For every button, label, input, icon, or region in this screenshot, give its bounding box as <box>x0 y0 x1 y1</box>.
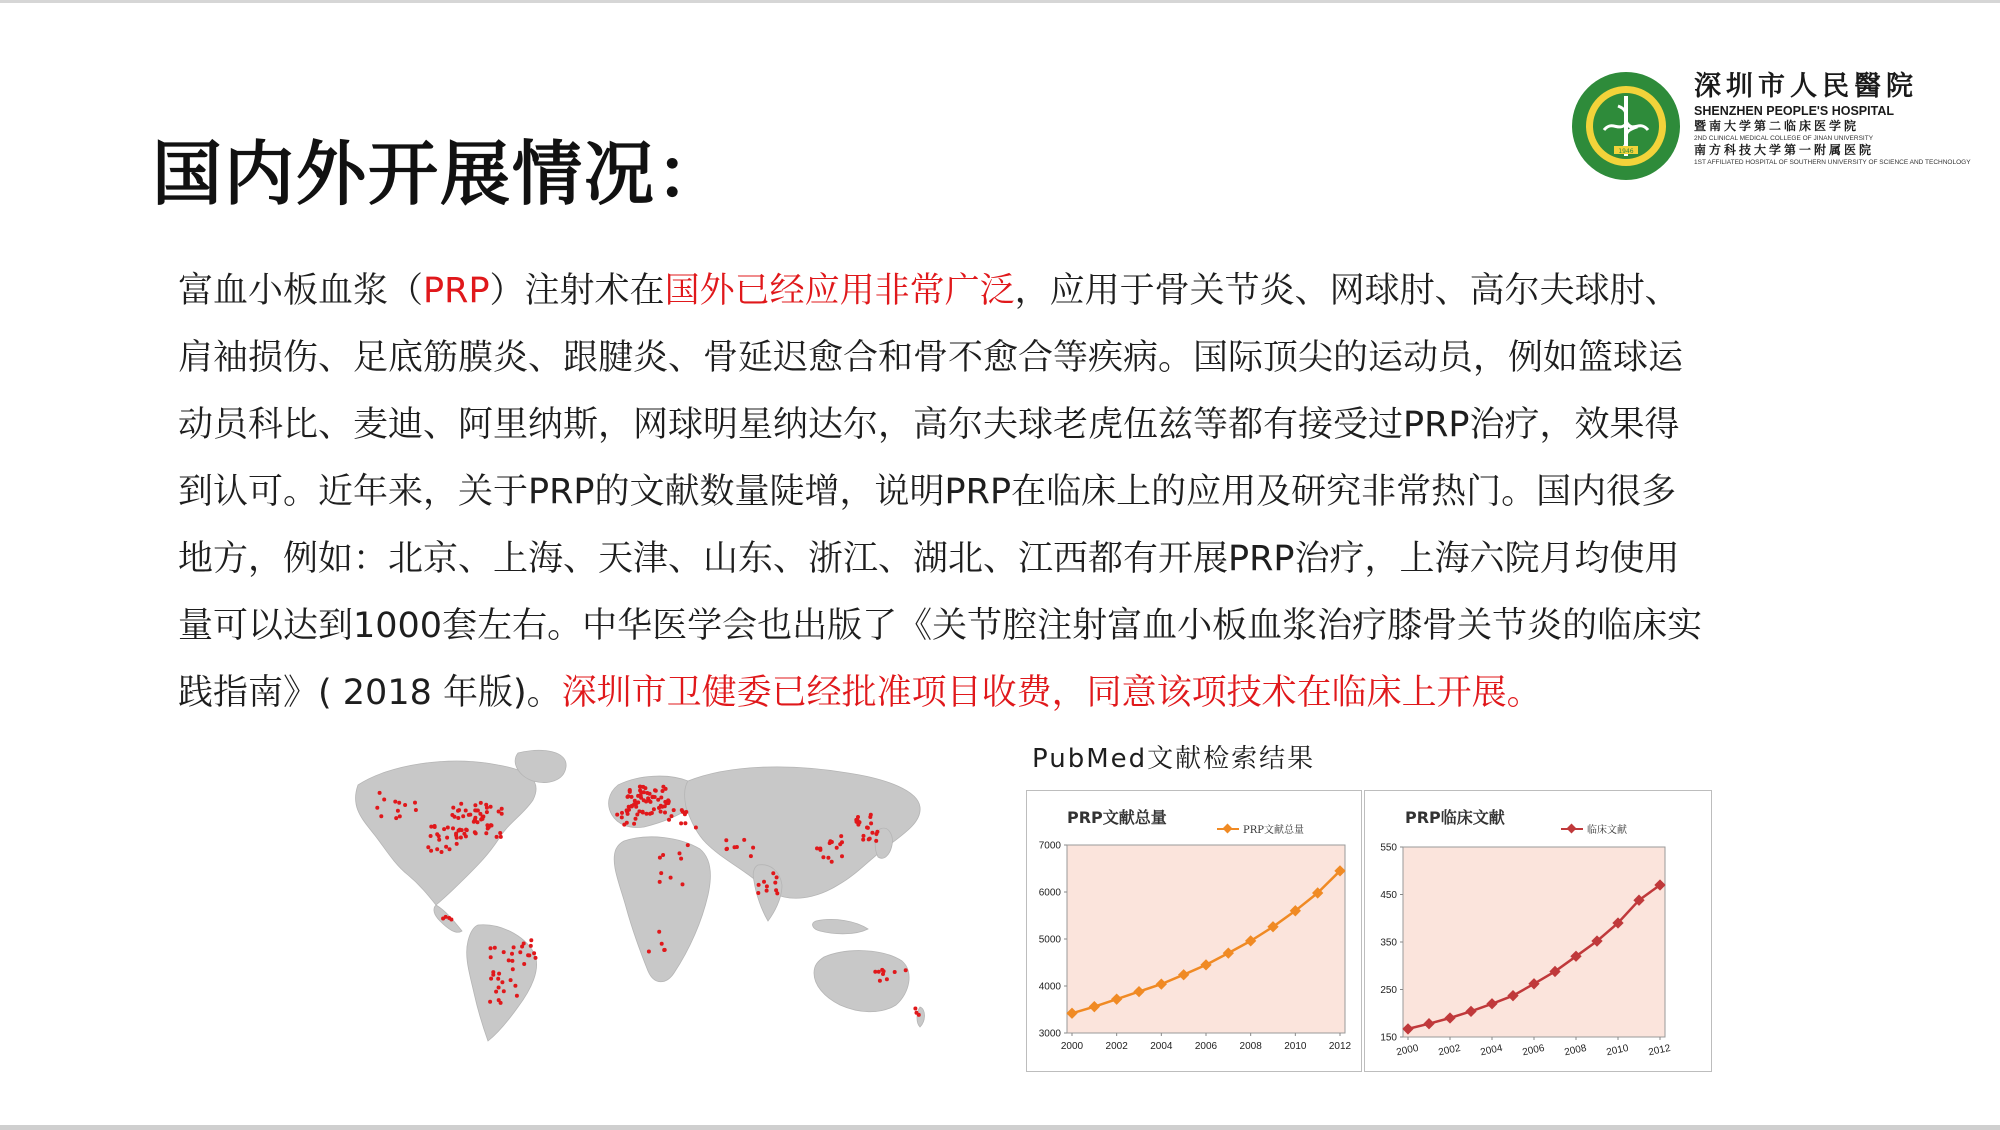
map-dot <box>620 815 624 819</box>
map-dot <box>651 795 655 799</box>
x-tick-label: 2000 <box>1395 1042 1420 1059</box>
map-dot <box>648 792 652 796</box>
map-dot <box>500 807 504 811</box>
x-tick-label: 2004 <box>1150 1041 1173 1052</box>
map-dot <box>513 984 517 988</box>
map-dot <box>461 814 465 818</box>
hospital-emblem-icon <box>1568 70 1688 182</box>
map-dot <box>451 806 455 810</box>
land-new-zealand <box>917 1007 925 1027</box>
map-dot <box>398 814 402 818</box>
map-dot <box>725 847 729 851</box>
highlight-text: 深圳市卫健委已经批准项目收费，同意该项技术在临床上开展。 <box>561 673 1542 713</box>
map-dot <box>774 888 778 892</box>
map-dot <box>446 826 450 830</box>
map-dot <box>659 810 663 814</box>
map-dot <box>658 856 662 860</box>
map-dot <box>661 785 665 789</box>
x-tick-label: 2000 <box>1060 1041 1084 1052</box>
map-dot <box>669 876 673 880</box>
map-dot <box>442 827 446 831</box>
map-dot <box>881 972 885 976</box>
chart-prp-total-panel <box>1026 790 1362 1072</box>
map-dot <box>775 875 779 879</box>
y-tick-label: 150 <box>1380 1032 1397 1044</box>
map-dot <box>663 811 667 815</box>
map-dot <box>455 836 459 840</box>
map-dot <box>666 801 670 805</box>
map-dot <box>663 948 667 952</box>
map-dot <box>826 856 830 860</box>
map-dot <box>444 845 448 849</box>
paragraph-line <box>178 459 1828 526</box>
legend-marker <box>1223 824 1233 834</box>
map-dot <box>830 860 834 864</box>
map-dot <box>635 813 639 817</box>
map-dot <box>626 795 630 799</box>
map-dot <box>913 1007 917 1011</box>
map-dot <box>875 830 879 834</box>
map-dot <box>459 802 463 806</box>
paragraph-text: 量可以达到1000套左右。中华医学会也出版了《关节腔注射富血小板血浆治疗膝骨关节炎的临床实 <box>178 606 1703 646</box>
map-dot <box>502 989 506 993</box>
map-dot <box>499 835 503 839</box>
map-dot <box>765 884 769 888</box>
paragraph-text: 富血小板血浆（ <box>178 271 424 311</box>
paragraph-text: 到认可。近年来，关于PRP的文献数量陡增，说明PRP在临床上的应用及研究非常热门。国内很多 <box>178 472 1677 512</box>
map-dot <box>620 811 624 815</box>
land-north-america <box>356 761 537 905</box>
map-dot <box>511 967 515 971</box>
map-dot <box>672 808 676 812</box>
map-dot <box>815 846 819 850</box>
paragraph-text: ）注射术在 <box>489 271 665 311</box>
map-dot <box>518 950 522 954</box>
map-dot <box>762 880 766 884</box>
map-dot <box>639 793 643 797</box>
x-tick-label: 2002 <box>1105 1041 1128 1052</box>
map-dot <box>626 812 630 816</box>
map-dot <box>414 808 418 812</box>
map-dot <box>515 994 519 998</box>
paragraph-text: ，应用于骨关节炎、网球肘、高尔夫球肘、 <box>1014 271 1680 311</box>
land-australia <box>814 951 909 1012</box>
map-dot <box>457 808 461 812</box>
map-dot <box>652 807 656 811</box>
map-dot <box>632 822 636 826</box>
map-dot <box>507 958 511 962</box>
x-tick-label: 2008 <box>1563 1042 1588 1059</box>
y-tick-label: 7000 <box>1038 840 1061 852</box>
logo-name-en: SHENZHEN PEOPLE'S HOSPITAL <box>1694 104 1894 118</box>
world-map <box>328 745 928 1045</box>
y-tick-label: 5000 <box>1038 934 1061 946</box>
map-dot <box>473 816 477 820</box>
hospital-logo <box>1568 70 1971 182</box>
map-dot <box>496 977 500 981</box>
map-dot <box>660 942 664 946</box>
x-tick-label: 2012 <box>1328 1041 1352 1052</box>
map-dot <box>893 970 897 974</box>
map-dot <box>485 810 489 814</box>
chart-prp-clinical-panel <box>1364 790 1712 1072</box>
land-africa <box>614 837 710 982</box>
map-dot <box>684 810 688 814</box>
map-dot <box>647 950 651 954</box>
map-dot <box>751 846 755 850</box>
map-dot <box>522 942 526 946</box>
map-dot <box>397 801 401 805</box>
map-dot <box>451 826 455 830</box>
map-dot <box>880 968 884 972</box>
chart-title: PRP文献总量 <box>1067 808 1167 827</box>
map-dot <box>435 847 439 851</box>
map-dot <box>630 804 634 808</box>
map-dot <box>861 838 865 842</box>
map-dot <box>735 845 739 849</box>
highlight-text: PRP <box>423 271 490 311</box>
map-dot <box>679 821 683 825</box>
map-dot <box>458 828 462 832</box>
paragraph-line <box>178 526 1828 593</box>
map-dot <box>529 938 533 942</box>
map-dot <box>510 959 514 963</box>
map-dot <box>686 843 690 847</box>
map-dot <box>489 955 493 959</box>
map-dot <box>509 978 513 982</box>
map-dot <box>487 825 491 829</box>
map-dot <box>658 880 662 884</box>
map-dot <box>659 871 663 875</box>
highlight-text: 国外已经应用非常广泛 <box>664 271 1015 311</box>
map-dot <box>437 838 441 842</box>
map-dot <box>464 828 468 832</box>
map-dot <box>459 836 463 840</box>
map-dot <box>647 799 651 803</box>
map-dot <box>680 808 684 812</box>
map-dot <box>403 803 407 807</box>
map-dot <box>527 953 531 957</box>
x-tick-label: 2012 <box>1647 1042 1672 1059</box>
map-dot <box>394 816 398 820</box>
x-tick-label: 2008 <box>1239 1041 1262 1052</box>
map-dot <box>634 817 638 821</box>
paragraph-line <box>178 392 1828 459</box>
map-dot <box>497 986 501 990</box>
x-tick-label: 2010 <box>1284 1041 1307 1052</box>
map-dot <box>630 795 634 799</box>
map-dot <box>485 806 489 810</box>
map-dot <box>839 834 843 838</box>
chart-title: PRP临床文献 <box>1405 808 1505 827</box>
map-dot <box>447 916 451 920</box>
map-dot <box>654 789 658 793</box>
map-dot <box>484 831 488 835</box>
map-dot <box>500 980 504 984</box>
map-dot <box>499 1001 503 1005</box>
map-dot <box>838 842 842 846</box>
paragraph-line <box>178 325 1828 392</box>
y-tick-label: 4000 <box>1038 981 1061 993</box>
top-rule <box>0 0 2000 3</box>
map-dot <box>475 809 479 813</box>
map-dot <box>878 979 882 983</box>
map-dot <box>393 800 397 804</box>
y-tick-label: 350 <box>1380 937 1397 949</box>
paragraph-text: 动员科比、麦迪、阿里纳斯，网球明星纳达尔，高尔夫球老虎伍兹等都有接受过PRP治疗，效果得 <box>178 405 1680 445</box>
map-dot <box>749 854 753 858</box>
map-dot <box>660 805 664 809</box>
map-dot <box>497 810 501 814</box>
map-dot <box>873 970 877 974</box>
map-dot <box>489 805 493 809</box>
map-dot <box>375 806 379 810</box>
paragraph-text: 肩袖损伤、足底筋膜炎、跟腱炎、骨延迟愈合和骨不愈合等疾病。国际顶尖的运动员，例如篮球运 <box>178 338 1684 378</box>
map-dot <box>917 1013 921 1017</box>
map-dot <box>464 834 468 838</box>
map-dot <box>502 950 506 954</box>
map-dot <box>378 791 382 795</box>
map-dot <box>645 812 649 816</box>
map-dot <box>835 846 839 850</box>
map-dot <box>522 962 526 966</box>
map-dot <box>856 823 860 827</box>
map-dot <box>493 946 497 950</box>
map-dot <box>455 842 459 846</box>
logo-line3-en: 2ND CLINICAL MEDICAL COLLEGE OF JINAN UNIVERSITY <box>1694 135 1874 142</box>
map-dot <box>489 946 493 950</box>
map-dot <box>440 850 444 854</box>
map-dot <box>379 814 383 818</box>
legend-marker <box>1567 824 1577 834</box>
map-dot <box>495 835 499 839</box>
y-tick-label: 250 <box>1380 985 1397 996</box>
map-dot <box>481 817 485 821</box>
map-dot <box>532 951 536 955</box>
logo-line4-cn: 南方科技大学第一附属医院 <box>1694 143 1875 157</box>
map-dot <box>497 972 501 976</box>
map-dot <box>444 915 448 919</box>
map-dot <box>641 810 645 814</box>
map-dot <box>429 849 433 853</box>
body-paragraph <box>178 258 1828 727</box>
map-dot <box>885 977 889 981</box>
x-tick-label: 2002 <box>1437 1042 1462 1059</box>
map-dot <box>429 834 433 838</box>
map-dot <box>657 930 661 934</box>
map-dot <box>821 855 825 859</box>
map-dot <box>840 854 844 858</box>
x-tick-label: 2010 <box>1605 1042 1630 1059</box>
map-dot <box>683 821 687 825</box>
map-dot <box>479 801 483 805</box>
map-dot <box>433 824 437 828</box>
map-dot <box>771 871 775 875</box>
plot-area <box>1067 845 1345 1033</box>
map-dot <box>628 788 632 792</box>
map-dot <box>396 809 400 813</box>
map-dot <box>661 853 665 857</box>
map-dot <box>724 838 728 842</box>
map-dot <box>659 796 663 800</box>
map-dot <box>670 814 674 818</box>
map-dot <box>636 800 640 804</box>
paragraph-text: 地方，例如：北京、上海、天津、山东、浙江、湖北、江西都有开展PRP治疗，上海六院月均使用 <box>178 539 1680 579</box>
map-dot <box>622 823 626 827</box>
map-dot <box>694 826 698 830</box>
map-dot <box>742 838 746 842</box>
x-tick-label: 2004 <box>1479 1042 1504 1059</box>
map-dot <box>638 789 642 793</box>
map-dot <box>510 952 514 956</box>
map-dot <box>650 811 654 815</box>
paragraph-line <box>178 258 1828 325</box>
y-tick-label: 3000 <box>1038 1028 1061 1040</box>
map-dot <box>456 816 460 820</box>
chart-prp-total <box>1027 791 1361 1071</box>
chart-prp-clinical <box>1365 791 1711 1071</box>
map-dot <box>679 857 683 861</box>
map-dot <box>756 891 760 895</box>
map-dot <box>413 801 417 805</box>
map-dot <box>488 1000 492 1004</box>
logo-line3-cn: 暨南大学第二临床医学院 <box>1694 119 1860 133</box>
y-tick-label: 6000 <box>1038 887 1061 899</box>
map-dot <box>681 882 685 886</box>
map-dot <box>512 945 516 949</box>
map-dot <box>828 841 832 845</box>
map-dot <box>678 851 682 855</box>
map-dot <box>862 834 866 838</box>
logo-name-cn: 深圳市人民醫院 <box>1694 71 1918 102</box>
y-tick-label: 450 <box>1380 890 1397 901</box>
map-dot <box>856 815 860 819</box>
paragraph-line <box>178 660 1828 727</box>
page-title: 国内外开展情况： <box>152 133 728 215</box>
map-dot <box>757 883 761 887</box>
map-dot <box>874 839 878 843</box>
emblem-year: 1946 <box>1618 148 1634 155</box>
paragraph-line <box>178 593 1828 660</box>
logo-line4-en: 1ST AFFILIATED HOSPITAL OF SOUTHERN UNIVERSITY OF SCIENCE AND TECHNOLOGY <box>1694 159 1971 166</box>
x-tick-label: 2006 <box>1194 1041 1218 1052</box>
map-dot <box>667 818 671 822</box>
map-dot <box>450 813 454 817</box>
map-dot <box>534 956 538 960</box>
map-dot <box>498 831 502 835</box>
map-dot <box>868 815 872 819</box>
map-dot <box>494 990 498 994</box>
map-dot <box>491 973 495 977</box>
map-dot <box>464 809 468 813</box>
map-dot <box>773 881 777 885</box>
paragraph-text: 践指南》( 2018 年版)。 <box>178 673 562 713</box>
land-indonesia <box>813 919 868 933</box>
map-dot <box>869 821 873 825</box>
map-dot <box>641 785 645 789</box>
map-dot <box>437 834 441 838</box>
bottom-rule <box>0 1125 2000 1130</box>
map-dot <box>473 803 477 807</box>
map-dot <box>904 968 908 972</box>
map-dot <box>467 813 471 817</box>
map-dot <box>867 837 871 841</box>
plot-area <box>1403 847 1665 1037</box>
map-dot <box>448 847 452 851</box>
map-dot <box>529 944 533 948</box>
map-dot <box>489 977 493 981</box>
map-dot <box>445 836 449 840</box>
legend-label: PRP文献总量 <box>1243 825 1304 836</box>
y-tick-label: 550 <box>1380 842 1397 854</box>
map-dot <box>865 826 869 830</box>
map-dot <box>870 831 874 835</box>
map-dot <box>615 813 619 817</box>
map-dot <box>474 831 478 835</box>
legend-label: 临床文献 <box>1587 825 1627 836</box>
map-dot <box>382 798 386 802</box>
pubmed-caption: PubMed文献检索结果 <box>1032 744 1316 774</box>
x-tick-label: 2006 <box>1521 1042 1546 1059</box>
map-dot <box>426 845 430 849</box>
map-dot <box>765 889 769 893</box>
